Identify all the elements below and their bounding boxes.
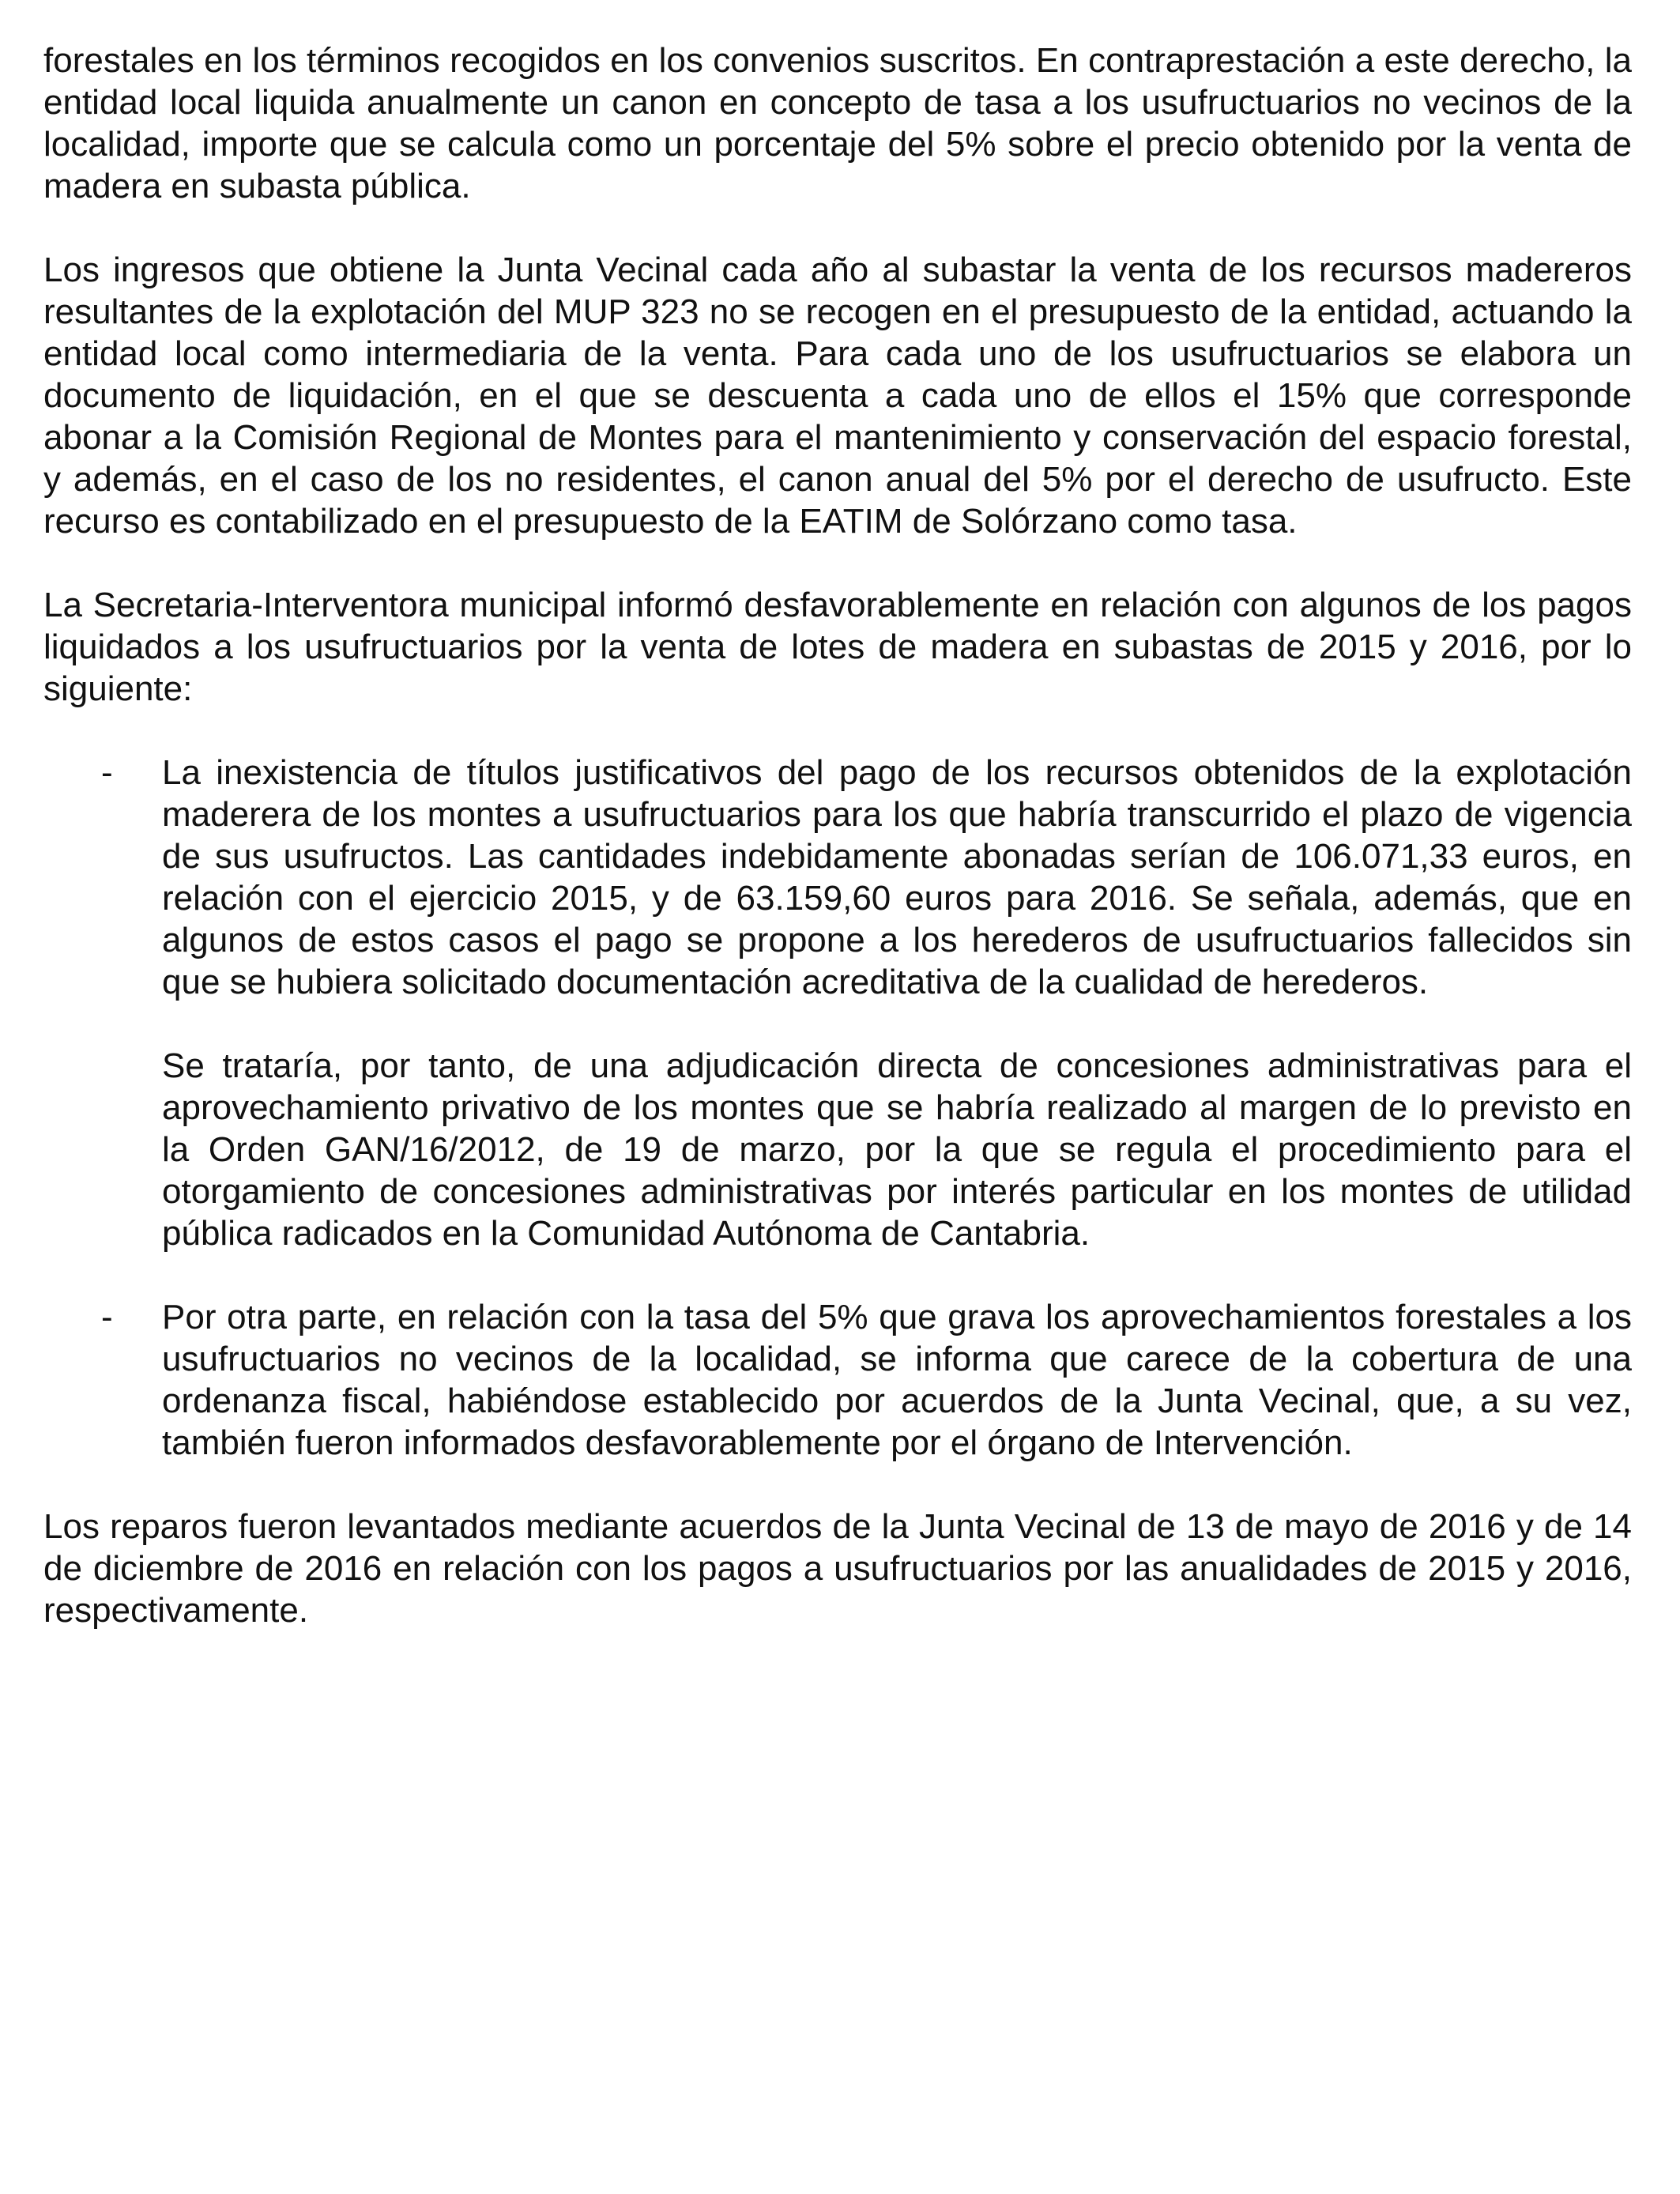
bullet-item-inexistencia bbox=[43, 752, 1632, 1254]
paragraph-forestales: forestales en los términos recogidos en los convenios suscritos. En contraprestación a este derecho, la entidad local liquida anualmente un canon en concepto de tasa a los usufructuarios no vecinos de la localidad, importe que se calcula como un porcentaje del 5% sobre el precio obtenido por la venta de madera en subasta pública. bbox=[43, 41, 1632, 205]
paragraph-tasa: Por otra parte, en relación con la tasa del 5% que grava los aprovechamientos forestales a los usufructuarios no vecinos de la localidad, se informa que carece de la cobertura de una ordenanza fiscal, habiéndose establecido por acuerdos de la Junta Vecinal, que, a su vez, también fueron informados desfavorablemente por el órgano de Intervención. bbox=[162, 1298, 1632, 1462]
paragraph-inexistencia: La inexistencia de títulos justificativos del pago de los recursos obtenidos de la explotación maderera de los montes a usufructuarios para los que habría transcurrido el plazo de vigencia de sus usufructos. Las cantidades indebidamente abonadas serían de 106.071,33 euros, en relación con el ejercicio 2015, y de 63.159,60 euros para 2016. Se señala, además, que en algunos de estos casos el pago se propone a los herederos de usufructuarios fallecidos sin que se hubiera solicitado documentación acreditativa de la cualidad de herederos. bbox=[162, 753, 1632, 1001]
bullet-item-tasa bbox=[43, 1296, 1632, 1464]
paragraph-trataria: Se trataría, por tanto, de una adjudicación directa de concesiones administrativas para el aprovechamiento privativo de los montes que se habría realizado al margen de lo previsto en la Orden GAN/16/2012, de 19 de marzo, por la que se regula el procedimiento para el otorgamiento de concesiones administrativas por interés particular en los montes de utilidad pública radicados en la Comunidad Autónoma de Cantabria. bbox=[162, 1046, 1632, 1253]
bullet-dash: - bbox=[101, 1298, 113, 1336]
bullet-dash: - bbox=[101, 753, 113, 792]
document-page bbox=[43, 40, 1632, 1673]
paragraph-reparos: Los reparos fueron levantados mediante acuerdos de la Junta Vecinal de 13 de mayo de 2016 y de 14 de diciembre de 2016 en relación con los pagos a usufructuarios por las anualidades de 2015 y 2016, respectivamente. bbox=[43, 1507, 1632, 1630]
bullet-list bbox=[43, 752, 1632, 1464]
paragraph-ingresos: Los ingresos que obtiene la Junta Vecinal cada año al subastar la venta de los recursos madereros resultantes de la explotación del MUP 323 no se recogen en el presupuesto de la entidad, actuando la entidad local como intermediaria de la venta. Para cada uno de los usufructuarios se elabora un documento de liquidación, en el que se descuenta a cada uno de ellos el 15% que corresponde abonar a la Comisión Regional de Montes para el mantenimiento y conservación del espacio forestal, y además, en el caso de los no residentes, el canon anual del 5% por el derecho de usufructo. Este recurso es contabilizado en el presupuesto de la EATIM de Solórzano como tasa. bbox=[43, 251, 1632, 541]
paragraph-secretaria: La Secretaria-Interventora municipal informó desfavorablemente en relación con algunos de los pagos liquidados a los usufructuarios por la venta de lotes de madera en subastas de 2015 y 2016, por lo siguiente: bbox=[43, 586, 1632, 708]
